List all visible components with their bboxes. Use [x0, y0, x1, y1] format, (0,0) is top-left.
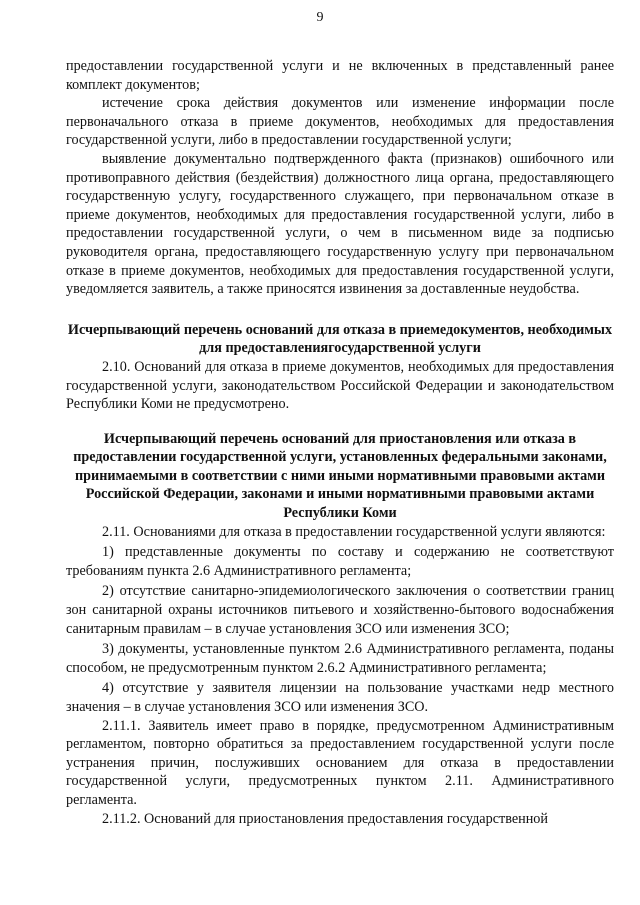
list-item-2: 2) отсутствие санитарно-эпидемиологического заключения о соответствии границ зон санитарной охраны источников питьевого и хозяйственно-бытового водоснабжения санитарным правилам – в случае установления ЗСО или изменения ЗСО;: [66, 583, 614, 637]
page-number: 9: [316, 10, 324, 25]
paragraph-2-11-1: 2.11.1. Заявитель имеет право в порядке, предусмотренном Административным регламентом, повторно обратиться за предоставлением государственной услуги после устранения причин, послуживших основанием для отказа в предоставлении государственной услуги, предусмотренных пунктом 2.11. Административного регламента.: [66, 717, 614, 808]
list-item-4: 4) отсутствие у заявителя лицензии на пользование участками недр местного значения – в случае установления ЗСО или изменения ЗСО.: [66, 680, 614, 715]
list-item-3: 3) документы, установленные пунктом 2.6 Административного регламента, поданы способом, не предусмотренным пунктом 2.6.2 Административного регламента;: [66, 641, 614, 676]
paragraph-continuation: предоставлении государственной услуги и не включенных в представленный ранее комплект документов;: [66, 58, 614, 93]
paragraph-error-detection: выявление документально подтвержденного факта (признаков) ошибочного или противоправного действия (бездействия) должностного лица органа, предоставляющего государственную услугу, государственного служащего, при первоначальном отказе в приеме документов, необходимых для предоставления государственной услуги, либо в предоставлении государственной услуги, о чем в письменном виде за подписью руководителя органа, предоставляющего государственную услугу при первоначальном отказе в приеме документов, необходимых для предоставления государственной услуги, уведомляется заявитель, а также приносятся извинения за доставленные неудобства.: [66, 150, 614, 298]
list-item-1: 1) представленные документы по составу и содержанию не соответствуют требованиям пункта 2.6 Административного регламента;: [66, 544, 614, 579]
paragraph-2-10: 2.10. Оснований для отказа в приеме документов, необходимых для предоставления государственной услуги, законодательством Российской Федерации и законодательством Республики Коми не предусмотрено.: [66, 358, 614, 413]
paragraph-expiry: истечение срока действия документов или изменение информации после первоначального отказа в приеме документов, необходимых для предоставления государственной услуги, либо в предоставлении государственной услуги;: [66, 95, 614, 149]
document-body: [66, 57, 614, 828]
paragraph-2-11-2: 2.11.2. Оснований для приостановления предоставления государственной: [102, 810, 548, 827]
section-heading-refusal-acceptance: Исчерпывающий перечень оснований для отказа в приемедокументов, необходимых для предоставлениягосударственной услуги: [67, 321, 613, 357]
paragraph-2-11: 2.11. Основаниями для отказа в предоставлении государственной услуги являются:: [102, 523, 606, 540]
section-heading-suspension-refusal: Исчерпывающий перечень оснований для приостановления или отказа в предоставлении государственной услуги, установленных федеральными законами, принимаемыми в соответствии с ними иными нормативными правовыми актами Российской Федерации, законами и иными нормативными правовыми актами Республики Коми: [73, 430, 607, 522]
